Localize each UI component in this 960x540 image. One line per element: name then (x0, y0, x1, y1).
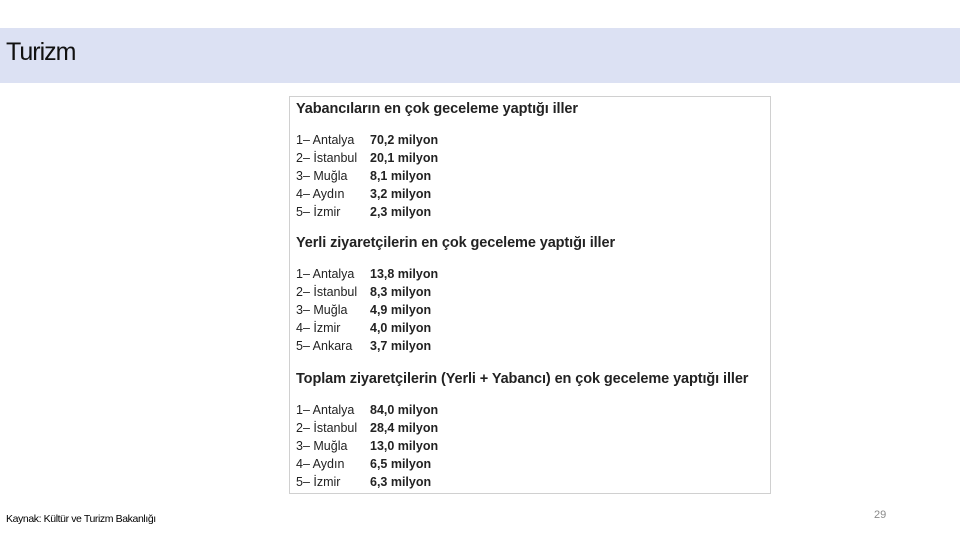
overnight-value: 8,1 milyon (370, 169, 432, 183)
province-name: 1– Antalya (296, 267, 355, 281)
list-item (296, 167, 578, 185)
list-item (296, 401, 748, 419)
statistics-panel (289, 96, 771, 494)
overnight-value: 3,7 milyon (370, 339, 432, 353)
province-name: 2– İstanbul (296, 151, 358, 165)
province-name: 5– İzmir (296, 475, 341, 489)
list-item (296, 131, 578, 149)
overnight-value: 84,0 milyon (370, 403, 439, 417)
overnight-value: 13,8 milyon (370, 267, 439, 281)
list-item (296, 337, 615, 355)
ranking-list (296, 131, 578, 221)
section-domestic-visitors (296, 233, 615, 355)
overnight-value: 2,3 milyon (370, 205, 432, 219)
section-heading: Yabancıların en çok geceleme yaptığı iller (296, 101, 578, 117)
overnight-value: 28,4 milyon (370, 421, 439, 435)
list-item (296, 283, 615, 301)
province-name: 2– İstanbul (296, 421, 358, 435)
list-item (296, 319, 615, 337)
list-item (296, 455, 748, 473)
province-name: 4– Aydın (296, 187, 345, 201)
ranking-list (296, 265, 615, 355)
overnight-value: 8,3 milyon (370, 285, 432, 299)
province-name: 4– Aydın (296, 457, 345, 471)
title-band (0, 28, 960, 83)
province-name: 1– Antalya (296, 133, 355, 147)
list-item (296, 265, 615, 283)
slide-title: Turizm (6, 38, 76, 66)
province-name: 3– Muğla (296, 303, 348, 317)
section-total-visitors (296, 369, 748, 491)
list-item (296, 185, 578, 203)
list-item (296, 437, 748, 455)
province-name: 3– Muğla (296, 439, 348, 453)
overnight-value: 3,2 milyon (370, 187, 432, 201)
overnight-value: 20,1 milyon (370, 151, 439, 165)
overnight-value: 4,9 milyon (370, 303, 432, 317)
section-heading: Yerli ziyaretçilerin en çok geceleme yaptığı iller (296, 235, 615, 251)
list-item (296, 301, 615, 319)
province-name: 3– Muğla (296, 169, 348, 183)
province-name: 4– İzmir (296, 321, 341, 335)
list-item (296, 473, 748, 491)
province-name: 5– İzmir (296, 205, 341, 219)
source-caption: Kaynak: Kültür ve Turizm Bakanlığı (6, 513, 156, 525)
list-item (296, 203, 578, 221)
overnight-value: 70,2 milyon (370, 133, 439, 147)
section-heading: Toplam ziyaretçilerin (Yerli + Yabancı) en çok geceleme yaptığı iller (296, 371, 749, 387)
overnight-value: 4,0 milyon (370, 321, 432, 335)
page-number: 29 (874, 509, 887, 521)
list-item (296, 419, 748, 437)
province-name: 1– Antalya (296, 403, 355, 417)
province-name: 5– Ankara (296, 339, 353, 353)
overnight-value: 6,5 milyon (370, 457, 432, 471)
list-item (296, 149, 578, 167)
province-name: 2– İstanbul (296, 285, 358, 299)
ranking-list (296, 401, 748, 491)
overnight-value: 13,0 milyon (370, 439, 439, 453)
overnight-value: 6,3 milyon (370, 475, 432, 489)
section-foreign-visitors (296, 99, 578, 221)
